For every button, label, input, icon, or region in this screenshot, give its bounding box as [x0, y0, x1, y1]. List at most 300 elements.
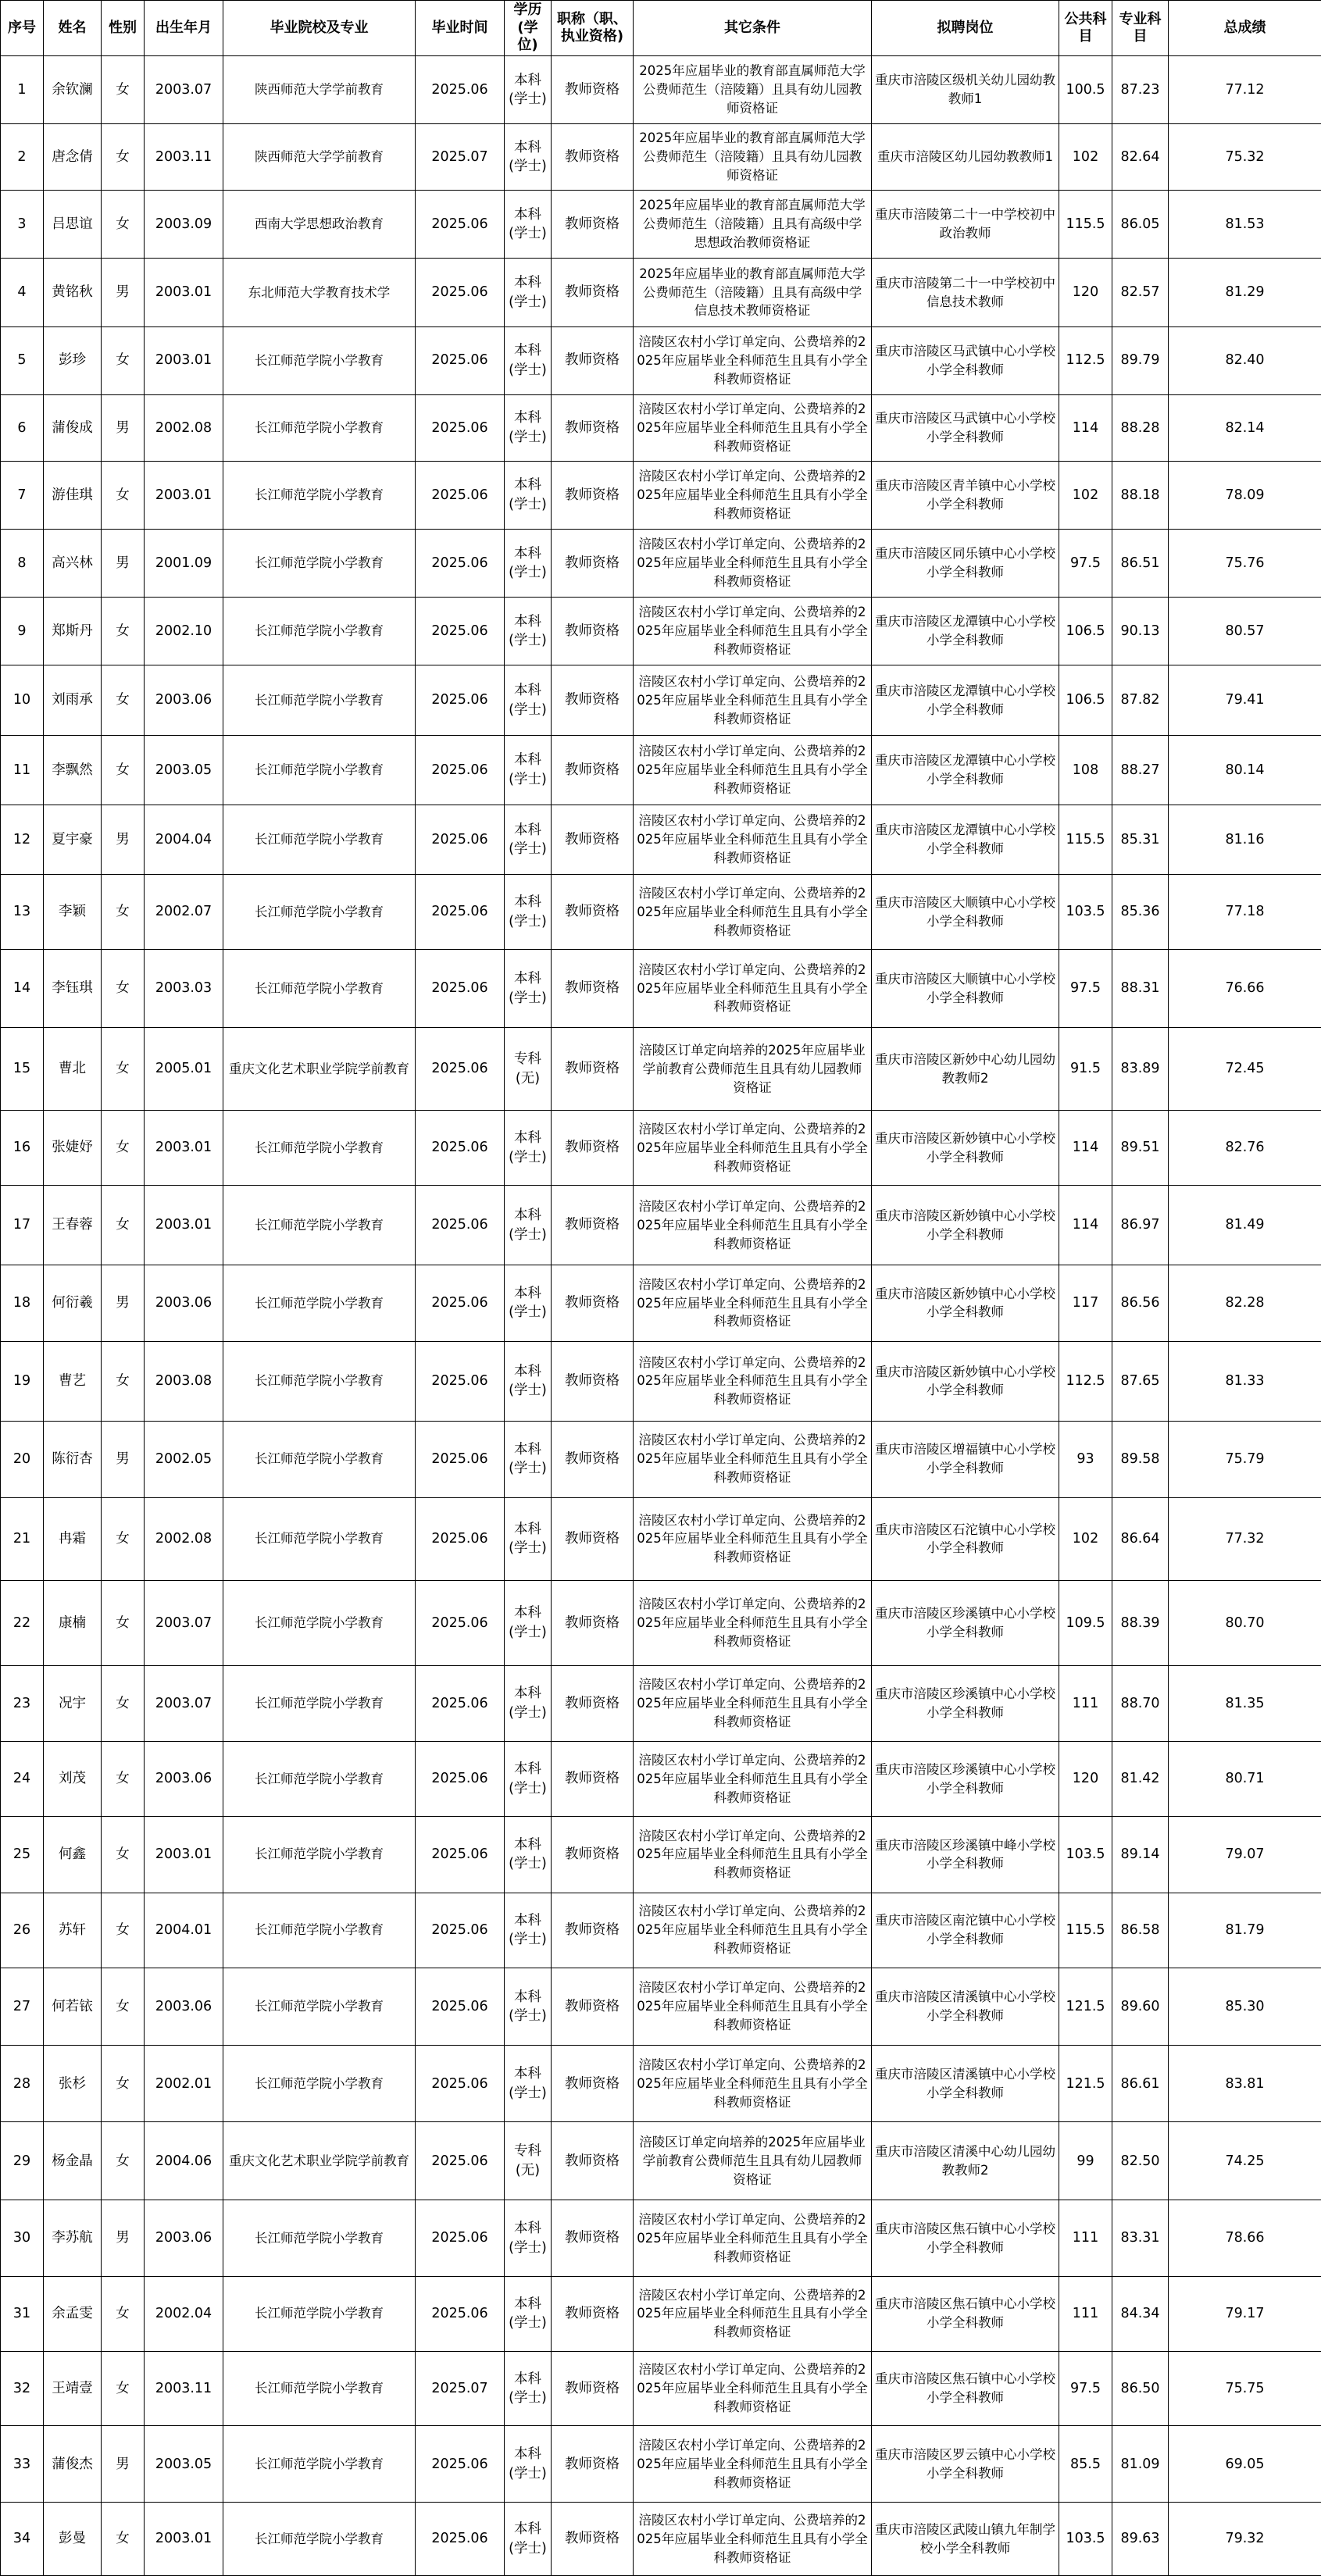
name-cell: 杨金晶	[44, 2122, 102, 2200]
edu-cell: 本科 (学士)	[505, 56, 552, 124]
table-row	[1, 56, 1321, 124]
major-score-cell: 86.58	[1112, 1893, 1169, 1968]
name-cell: 蒲俊成	[44, 394, 102, 461]
qual-cell: 教师资格	[552, 394, 634, 461]
cond-cell: 涪陵区农村小学订单定向、公费培养的2025年应届毕业全科师范生且具有小学全科教师资格证	[634, 805, 872, 875]
school-cell: 长江师范学院小学教育	[223, 1497, 416, 1580]
seq-cell: 11	[1, 735, 44, 805]
post-cell: 重庆市涪陵区同乐镇中心小学校小学全科教师	[872, 530, 1059, 598]
grad-cell: 2025.06	[416, 191, 505, 259]
col-name-header: 姓名	[44, 1, 102, 56]
post-cell: 重庆市涪陵区珍溪镇中心小学校小学全科教师	[872, 1742, 1059, 1817]
table-row	[1, 259, 1321, 326]
seq-cell: 33	[1, 2426, 44, 2503]
qual-cell: 教师资格	[552, 1111, 634, 1186]
total-score-cell: 75.76	[1169, 530, 1321, 598]
birth-cell: 2002.08	[145, 394, 223, 461]
col-seq-header: 序号	[1, 1, 44, 56]
post-cell: 重庆市涪陵区珍溪镇中峰小学校小学全科教师	[872, 1817, 1059, 1893]
name-cell: 况宇	[44, 1665, 102, 1742]
edu-cell: 本科 (学士)	[505, 1497, 552, 1580]
total-score-cell: 78.66	[1169, 2200, 1321, 2277]
cond-cell: 涪陵区农村小学订单定向、公费培养的2025年应届毕业全科师范生且具有小学全科教师资格证	[634, 1111, 872, 1186]
edu-cell: 本科 (学士)	[505, 1968, 552, 2046]
birth-cell: 2003.11	[145, 124, 223, 191]
name-cell: 曹北	[44, 1028, 102, 1111]
gender-cell: 女	[102, 598, 145, 665]
school-cell: 长江师范学院小学教育	[223, 1186, 416, 1265]
edu-cell: 本科 (学士)	[505, 1581, 552, 1665]
seq-cell: 3	[1, 191, 44, 259]
school-cell: 长江师范学院小学教育	[223, 530, 416, 598]
major-score-cell: 87.23	[1112, 56, 1169, 124]
post-cell: 重庆市涪陵区大顺镇中心小学校小学全科教师	[872, 950, 1059, 1028]
gender-cell: 女	[102, 2277, 145, 2352]
name-cell: 蒲俊杰	[44, 2426, 102, 2503]
name-cell: 李颖	[44, 875, 102, 950]
gender-cell: 女	[102, 1028, 145, 1111]
name-cell: 刘雨承	[44, 665, 102, 735]
public-score-cell: 102	[1059, 461, 1112, 529]
qual-cell: 教师资格	[552, 950, 634, 1028]
school-cell: 长江师范学院小学教育	[223, 2200, 416, 2277]
gender-cell: 女	[102, 1893, 145, 1968]
table-row	[1, 1186, 1321, 1265]
edu-cell: 本科 (学士)	[505, 805, 552, 875]
major-score-cell: 83.89	[1112, 1028, 1169, 1111]
grad-cell: 2025.06	[416, 2277, 505, 2352]
table-row	[1, 950, 1321, 1028]
school-cell: 长江师范学院小学教育	[223, 2351, 416, 2426]
name-cell: 夏宇豪	[44, 805, 102, 875]
cond-cell: 涪陵区农村小学订单定向、公费培养的2025年应届毕业全科师范生且具有小学全科教师资格证	[634, 326, 872, 394]
cond-cell: 涪陵区农村小学订单定向、公费培养的2025年应届毕业全科师范生且具有小学全科教师资格证	[634, 2426, 872, 2503]
grad-cell: 2025.06	[416, 735, 505, 805]
cond-cell: 涪陵区农村小学订单定向、公费培养的2025年应届毕业全科师范生且具有小学全科教师资格证	[634, 2503, 872, 2576]
table-row	[1, 665, 1321, 735]
grad-cell: 2025.06	[416, 1111, 505, 1186]
school-cell: 长江师范学院小学教育	[223, 1742, 416, 1817]
header-row	[1, 1, 1321, 56]
table-row	[1, 530, 1321, 598]
birth-cell: 2004.04	[145, 805, 223, 875]
name-cell: 黄铭秋	[44, 259, 102, 326]
edu-cell: 本科 (学士)	[505, 394, 552, 461]
school-cell: 长江师范学院小学教育	[223, 1265, 416, 1342]
edu-cell: 本科 (学士)	[505, 461, 552, 529]
birth-cell: 2003.06	[145, 2200, 223, 2277]
edu-cell: 本科 (学士)	[505, 2277, 552, 2352]
name-cell: 张婕妤	[44, 1111, 102, 1186]
post-cell: 重庆市涪陵区清溪镇中心小学校小学全科教师	[872, 2046, 1059, 2122]
total-score-cell: 72.45	[1169, 1028, 1321, 1111]
public-score-cell: 114	[1059, 1186, 1112, 1265]
table-row	[1, 1665, 1321, 1742]
birth-cell: 2004.01	[145, 1893, 223, 1968]
name-cell: 陈衍杏	[44, 1421, 102, 1497]
cond-cell: 涪陵区农村小学订单定向、公费培养的2025年应届毕业全科师范生且具有小学全科教师资格证	[634, 1968, 872, 2046]
table-row	[1, 1817, 1321, 1893]
post-cell: 重庆市涪陵区龙潭镇中心小学校小学全科教师	[872, 665, 1059, 735]
birth-cell: 2005.01	[145, 1028, 223, 1111]
grad-cell: 2025.06	[416, 1817, 505, 1893]
total-score-cell: 79.07	[1169, 1817, 1321, 1893]
public-score-cell: 103.5	[1059, 875, 1112, 950]
cond-cell: 涪陵区农村小学订单定向、公费培养的2025年应届毕业全科师范生且具有小学全科教师资格证	[634, 950, 872, 1028]
major-score-cell: 88.28	[1112, 394, 1169, 461]
table-row	[1, 1111, 1321, 1186]
cond-cell: 涪陵区农村小学订单定向、公费培养的2025年应届毕业全科师范生且具有小学全科教师资格证	[634, 1742, 872, 1817]
qual-cell: 教师资格	[552, 530, 634, 598]
gender-cell: 女	[102, 1581, 145, 1665]
name-cell: 李钰琪	[44, 950, 102, 1028]
school-cell: 长江师范学院小学教育	[223, 665, 416, 735]
grad-cell: 2025.06	[416, 2426, 505, 2503]
gender-cell: 男	[102, 259, 145, 326]
post-cell: 重庆市涪陵区新妙镇中心小学校小学全科教师	[872, 1341, 1059, 1421]
col-school-header: 毕业院校及专业	[223, 1, 416, 56]
major-score-cell: 90.13	[1112, 598, 1169, 665]
post-cell: 重庆市涪陵区罗云镇中心小学校小学全科教师	[872, 2426, 1059, 2503]
public-score-cell: 106.5	[1059, 665, 1112, 735]
grad-cell: 2025.06	[416, 1497, 505, 1580]
post-cell: 重庆市涪陵区石沱镇中心小学校小学全科教师	[872, 1497, 1059, 1580]
seq-cell: 14	[1, 950, 44, 1028]
school-cell: 长江师范学院小学教育	[223, 461, 416, 529]
public-score-cell: 121.5	[1059, 1968, 1112, 2046]
gender-cell: 女	[102, 1111, 145, 1186]
major-score-cell: 86.05	[1112, 191, 1169, 259]
seq-cell: 13	[1, 875, 44, 950]
edu-cell: 本科 (学士)	[505, 1421, 552, 1497]
grad-cell: 2025.06	[416, 1893, 505, 1968]
school-cell: 长江师范学院小学教育	[223, 598, 416, 665]
cond-cell: 涪陵区农村小学订单定向、公费培养的2025年应届毕业全科师范生且具有小学全科教师资格证	[634, 2277, 872, 2352]
seq-cell: 19	[1, 1341, 44, 1421]
major-score-cell: 88.31	[1112, 950, 1169, 1028]
cond-cell: 涪陵区农村小学订单定向、公费培养的2025年应届毕业全科师范生且具有小学全科教师资格证	[634, 2351, 872, 2426]
total-score-cell: 81.53	[1169, 191, 1321, 259]
total-score-cell: 77.12	[1169, 56, 1321, 124]
birth-cell: 2003.05	[145, 2426, 223, 2503]
edu-cell: 本科 (学士)	[505, 2046, 552, 2122]
public-score-cell: 97.5	[1059, 2351, 1112, 2426]
public-score-cell: 106.5	[1059, 598, 1112, 665]
major-score-cell: 81.09	[1112, 2426, 1169, 2503]
table-row	[1, 1421, 1321, 1497]
birth-cell: 2003.01	[145, 461, 223, 529]
edu-cell: 专科 (无)	[505, 2122, 552, 2200]
post-cell: 重庆市涪陵区龙潭镇中心小学校小学全科教师	[872, 598, 1059, 665]
name-cell: 游佳琪	[44, 461, 102, 529]
public-score-cell: 115.5	[1059, 191, 1112, 259]
col-grad-header: 毕业时间	[416, 1, 505, 56]
total-score-cell: 83.81	[1169, 2046, 1321, 2122]
table-row	[1, 2426, 1321, 2503]
school-cell: 长江师范学院小学教育	[223, 875, 416, 950]
edu-cell: 本科 (学士)	[505, 598, 552, 665]
cond-cell: 涪陵区农村小学订单定向、公费培养的2025年应届毕业全科师范生且具有小学全科教师资格证	[634, 1265, 872, 1342]
cond-cell: 涪陵区农村小学订单定向、公费培养的2025年应届毕业全科师范生且具有小学全科教师资格证	[634, 1497, 872, 1580]
total-score-cell: 82.40	[1169, 326, 1321, 394]
post-cell: 重庆市涪陵区焦石镇中心小学校小学全科教师	[872, 2200, 1059, 2277]
post-cell: 重庆市涪陵区新妙镇中心小学校小学全科教师	[872, 1265, 1059, 1342]
major-score-cell: 86.56	[1112, 1265, 1169, 1342]
seq-cell: 2	[1, 124, 44, 191]
qual-cell: 教师资格	[552, 461, 634, 529]
major-score-cell: 86.61	[1112, 2046, 1169, 2122]
school-cell: 陕西师范大学学前教育	[223, 56, 416, 124]
edu-cell: 本科 (学士)	[505, 191, 552, 259]
name-cell: 苏轩	[44, 1893, 102, 1968]
name-cell: 何若铱	[44, 1968, 102, 2046]
major-score-cell: 83.31	[1112, 2200, 1169, 2277]
total-score-cell: 79.41	[1169, 665, 1321, 735]
birth-cell: 2003.01	[145, 1111, 223, 1186]
qual-cell: 教师资格	[552, 191, 634, 259]
grad-cell: 2025.06	[416, 394, 505, 461]
seq-cell: 25	[1, 1817, 44, 1893]
grad-cell: 2025.06	[416, 326, 505, 394]
seq-cell: 4	[1, 259, 44, 326]
major-score-cell: 87.82	[1112, 665, 1169, 735]
gender-cell: 女	[102, 56, 145, 124]
post-cell: 重庆市涪陵区焦石镇中心小学校小学全科教师	[872, 2277, 1059, 2352]
edu-cell: 本科 (学士)	[505, 2200, 552, 2277]
edu-cell: 本科 (学士)	[505, 530, 552, 598]
qual-cell: 教师资格	[552, 1341, 634, 1421]
gender-cell: 女	[102, 191, 145, 259]
total-score-cell: 77.18	[1169, 875, 1321, 950]
school-cell: 长江师范学院小学教育	[223, 735, 416, 805]
name-cell: 彭珍	[44, 326, 102, 394]
total-score-cell: 80.71	[1169, 1742, 1321, 1817]
cond-cell: 2025年应届毕业的教育部直属师范大学公费师范生（涪陵籍）且具有幼儿园教师资格证	[634, 56, 872, 124]
name-cell: 何衍羲	[44, 1265, 102, 1342]
edu-cell: 本科 (学士)	[505, 950, 552, 1028]
public-score-cell: 97.5	[1059, 530, 1112, 598]
public-score-cell: 109.5	[1059, 1581, 1112, 1665]
grad-cell: 2025.06	[416, 1341, 505, 1421]
table-row	[1, 1265, 1321, 1342]
grad-cell: 2025.06	[416, 259, 505, 326]
table-row	[1, 124, 1321, 191]
public-score-cell: 91.5	[1059, 1028, 1112, 1111]
table-row	[1, 2200, 1321, 2277]
edu-cell: 本科 (学士)	[505, 2426, 552, 2503]
name-cell: 余孟雯	[44, 2277, 102, 2352]
edu-cell: 本科 (学士)	[505, 1111, 552, 1186]
table-row	[1, 461, 1321, 529]
school-cell: 长江师范学院小学教育	[223, 394, 416, 461]
qual-cell: 教师资格	[552, 1742, 634, 1817]
major-score-cell: 82.50	[1112, 2122, 1169, 2200]
major-score-cell: 84.34	[1112, 2277, 1169, 2352]
gender-cell: 女	[102, 2503, 145, 2576]
cond-cell: 涪陵区农村小学订单定向、公费培养的2025年应届毕业全科师范生且具有小学全科教师资格证	[634, 1817, 872, 1893]
total-score-cell: 80.57	[1169, 598, 1321, 665]
edu-cell: 本科 (学士)	[505, 665, 552, 735]
qual-cell: 教师资格	[552, 124, 634, 191]
post-cell: 重庆市涪陵区增福镇中心小学校小学全科教师	[872, 1421, 1059, 1497]
public-score-cell: 108	[1059, 735, 1112, 805]
major-score-cell: 86.51	[1112, 530, 1169, 598]
qual-cell: 教师资格	[552, 875, 634, 950]
cond-cell: 涪陵区农村小学订单定向、公费培养的2025年应届毕业全科师范生且具有小学全科教师资格证	[634, 394, 872, 461]
col-cond-header: 其它条件	[634, 1, 872, 56]
post-cell: 重庆市涪陵区武陵山镇九年制学校小学全科教师	[872, 2503, 1059, 2576]
post-cell: 重庆市涪陵区珍溪镇中心小学校小学全科教师	[872, 1665, 1059, 1742]
post-cell: 重庆市涪陵区大顺镇中心小学校小学全科教师	[872, 875, 1059, 950]
cond-cell: 涪陵区订单定向培养的2025年应届毕业学前教育公费师范生且具有幼儿园教师资格证	[634, 2122, 872, 2200]
school-cell: 西南大学思想政治教育	[223, 191, 416, 259]
gender-cell: 女	[102, 1341, 145, 1421]
school-cell: 长江师范学院小学教育	[223, 1341, 416, 1421]
col-total-header: 总成绩	[1169, 1, 1321, 56]
seq-cell: 1	[1, 56, 44, 124]
birth-cell: 2003.07	[145, 1665, 223, 1742]
seq-cell: 32	[1, 2351, 44, 2426]
grad-cell: 2025.06	[416, 805, 505, 875]
seq-cell: 29	[1, 2122, 44, 2200]
post-cell: 重庆市涪陵区新妙镇中心小学校小学全科教师	[872, 1186, 1059, 1265]
name-cell: 余钦澜	[44, 56, 102, 124]
cond-cell: 2025年应届毕业的教育部直属师范大学公费师范生（涪陵籍）且具有幼儿园教师资格证	[634, 124, 872, 191]
col-major-header: 专业科目	[1112, 1, 1169, 56]
seq-cell: 10	[1, 665, 44, 735]
cond-cell: 2025年应届毕业的教育部直属师范大学公费师范生（涪陵籍）且具有高级中学思想政治教师资格证	[634, 191, 872, 259]
total-score-cell: 85.30	[1169, 1968, 1321, 2046]
school-cell: 长江师范学院小学教育	[223, 950, 416, 1028]
cond-cell: 涪陵区农村小学订单定向、公费培养的2025年应届毕业全科师范生且具有小学全科教师资格证	[634, 530, 872, 598]
major-score-cell: 88.70	[1112, 1665, 1169, 1742]
birth-cell: 2002.05	[145, 1421, 223, 1497]
gender-cell: 女	[102, 950, 145, 1028]
qual-cell: 教师资格	[552, 1893, 634, 1968]
table-row	[1, 1497, 1321, 1580]
grad-cell: 2025.07	[416, 2351, 505, 2426]
total-score-cell: 80.70	[1169, 1581, 1321, 1665]
cond-cell: 涪陵区农村小学订单定向、公费培养的2025年应届毕业全科师范生且具有小学全科教师资格证	[634, 1893, 872, 1968]
grad-cell: 2025.06	[416, 1265, 505, 1342]
grad-cell: 2025.07	[416, 124, 505, 191]
cond-cell: 涪陵区农村小学订单定向、公费培养的2025年应届毕业全科师范生且具有小学全科教师资格证	[634, 2046, 872, 2122]
total-score-cell: 82.76	[1169, 1111, 1321, 1186]
major-score-cell: 85.36	[1112, 875, 1169, 950]
table-row	[1, 2503, 1321, 2576]
edu-cell: 本科 (学士)	[505, 875, 552, 950]
total-score-cell: 69.05	[1169, 2426, 1321, 2503]
qual-cell: 教师资格	[552, 259, 634, 326]
qual-cell: 教师资格	[552, 2046, 634, 2122]
school-cell: 重庆文化艺术职业学院学前教育	[223, 2122, 416, 2200]
birth-cell: 2003.05	[145, 735, 223, 805]
edu-cell: 本科 (学士)	[505, 735, 552, 805]
cond-cell: 涪陵区农村小学订单定向、公费培养的2025年应届毕业全科师范生且具有小学全科教师资格证	[634, 1581, 872, 1665]
seq-cell: 22	[1, 1581, 44, 1665]
post-cell: 重庆市涪陵区龙潭镇中心小学校小学全科教师	[872, 735, 1059, 805]
cond-cell: 涪陵区农村小学订单定向、公费培养的2025年应届毕业全科师范生且具有小学全科教师资格证	[634, 2200, 872, 2277]
grad-cell: 2025.06	[416, 1186, 505, 1265]
total-score-cell: 79.32	[1169, 2503, 1321, 2576]
table-row	[1, 1581, 1321, 1665]
name-cell: 李苏航	[44, 2200, 102, 2277]
birth-cell: 2003.03	[145, 950, 223, 1028]
seq-cell: 20	[1, 1421, 44, 1497]
qual-cell: 教师资格	[552, 2277, 634, 2352]
gender-cell: 女	[102, 1665, 145, 1742]
cond-cell: 2025年应届毕业的教育部直属师范大学公费师范生（涪陵籍）且具有高级中学信息技术教师资格证	[634, 259, 872, 326]
seq-cell: 34	[1, 2503, 44, 2576]
birth-cell: 2002.01	[145, 2046, 223, 2122]
table-body	[1, 56, 1321, 2576]
major-score-cell: 86.50	[1112, 2351, 1169, 2426]
post-cell: 重庆市涪陵区龙潭镇中心小学校小学全科教师	[872, 805, 1059, 875]
major-score-cell: 82.57	[1112, 259, 1169, 326]
qual-cell: 教师资格	[552, 1028, 634, 1111]
cond-cell: 涪陵区农村小学订单定向、公费培养的2025年应届毕业全科师范生且具有小学全科教师资格证	[634, 461, 872, 529]
seq-cell: 16	[1, 1111, 44, 1186]
qual-cell: 教师资格	[552, 2426, 634, 2503]
qual-cell: 教师资格	[552, 1665, 634, 1742]
major-score-cell: 89.60	[1112, 1968, 1169, 2046]
major-score-cell: 87.65	[1112, 1341, 1169, 1421]
birth-cell: 2003.07	[145, 1581, 223, 1665]
total-score-cell: 75.75	[1169, 2351, 1321, 2426]
gender-cell: 女	[102, 326, 145, 394]
name-cell: 李飘然	[44, 735, 102, 805]
school-cell: 长江师范学院小学教育	[223, 1581, 416, 1665]
qual-cell: 教师资格	[552, 1265, 634, 1342]
birth-cell: 2003.11	[145, 2351, 223, 2426]
grad-cell: 2025.06	[416, 1665, 505, 1742]
cond-cell: 涪陵区农村小学订单定向、公费培养的2025年应届毕业全科师范生且具有小学全科教师资格证	[634, 1341, 872, 1421]
seq-cell: 21	[1, 1497, 44, 1580]
gender-cell: 女	[102, 2046, 145, 2122]
edu-cell: 本科 (学士)	[505, 326, 552, 394]
gender-cell: 女	[102, 124, 145, 191]
total-score-cell: 77.32	[1169, 1497, 1321, 1580]
grad-cell: 2025.06	[416, 1968, 505, 2046]
public-score-cell: 99	[1059, 2122, 1112, 2200]
grad-cell: 2025.06	[416, 875, 505, 950]
birth-cell: 2003.06	[145, 1265, 223, 1342]
table-row	[1, 875, 1321, 950]
school-cell: 长江师范学院小学教育	[223, 1111, 416, 1186]
table-row	[1, 2046, 1321, 2122]
post-cell: 重庆市涪陵区珍溪镇中心小学校小学全科教师	[872, 1581, 1059, 1665]
school-cell: 长江师范学院小学教育	[223, 2046, 416, 2122]
cond-cell: 涪陵区农村小学订单定向、公费培养的2025年应届毕业全科师范生且具有小学全科教师资格证	[634, 1186, 872, 1265]
gender-cell: 女	[102, 1742, 145, 1817]
school-cell: 长江师范学院小学教育	[223, 1968, 416, 2046]
qual-cell: 教师资格	[552, 665, 634, 735]
grad-cell: 2025.06	[416, 461, 505, 529]
total-score-cell: 81.35	[1169, 1665, 1321, 1742]
birth-cell: 2003.06	[145, 665, 223, 735]
seq-cell: 6	[1, 394, 44, 461]
major-score-cell: 88.39	[1112, 1581, 1169, 1665]
post-cell: 重庆市涪陵区马武镇中心小学校小学全科教师	[872, 326, 1059, 394]
gender-cell: 男	[102, 394, 145, 461]
qual-cell: 教师资格	[552, 2351, 634, 2426]
major-score-cell: 82.64	[1112, 124, 1169, 191]
school-cell: 长江师范学院小学教育	[223, 2503, 416, 2576]
seq-cell: 5	[1, 326, 44, 394]
edu-cell: 本科 (学士)	[505, 1742, 552, 1817]
public-score-cell: 111	[1059, 2200, 1112, 2277]
seq-cell: 27	[1, 1968, 44, 2046]
